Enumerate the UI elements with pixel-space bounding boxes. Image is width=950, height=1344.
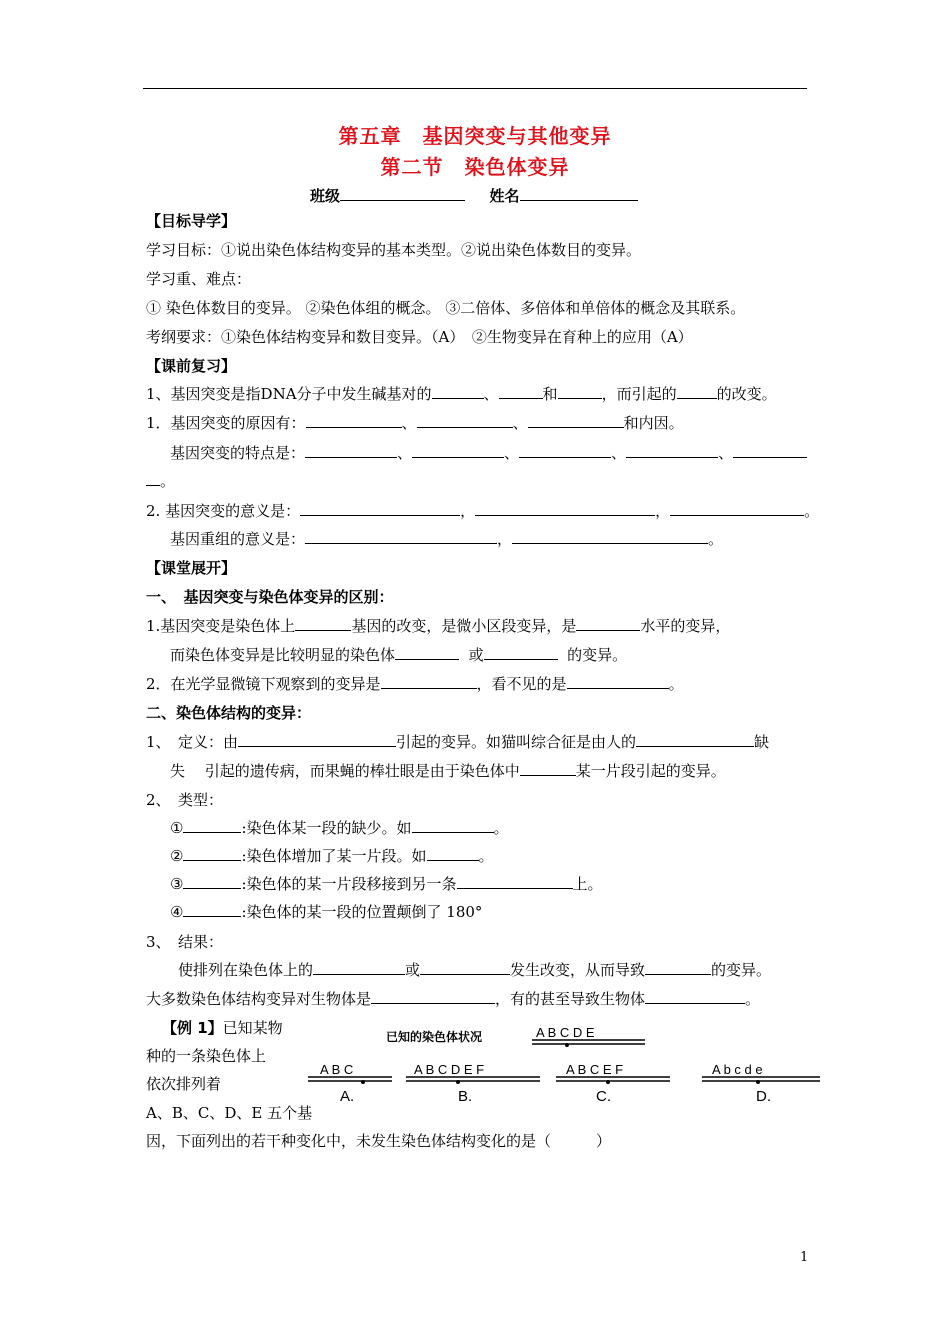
name-blank[interactable] [520,186,638,201]
blank[interactable] [512,529,708,544]
option-b-genes: A B C D E F [414,1062,485,1077]
blank[interactable] [183,902,241,917]
option-d-label: D. [756,1088,771,1105]
goal-objective: 学习目标：①说出染色体结构变异的基本类型。②说出染色体数目的变异。 [146,241,642,259]
blank[interactable] [733,443,807,458]
class-label: 班级 [310,187,341,205]
blank[interactable] [484,645,558,660]
blank[interactable] [412,443,504,458]
blank[interactable] [395,645,459,660]
lesson-sec1-title: 一、 基因突变与染色体变异的区别： [146,588,394,606]
blank[interactable] [520,761,576,776]
blank[interactable] [305,443,397,458]
result-line-1: 使排列在染色体上的 或 发生改变，从而导致 的变异。 [178,961,772,979]
example-line-2: 种的一条染色体上 [146,1047,267,1065]
goal-key-points: ① 染色体数目的变异。 ②染色体组的概念。 ③二倍体、多倍体和单倍体的概念及其联系。 [146,299,746,317]
option-a-label: A. [340,1088,355,1105]
blank[interactable] [519,443,611,458]
blank[interactable] [636,732,754,747]
goal-heading: 【目标导学】 [146,212,237,230]
page-number: 1 [800,1250,809,1265]
blank[interactable] [457,874,573,889]
blank[interactable] [645,960,711,975]
blank[interactable] [576,616,640,631]
blank[interactable] [475,501,655,516]
blank[interactable] [183,818,241,833]
class-blank[interactable] [340,186,465,201]
goal-key-label: 学习重、难点： [146,270,252,288]
chapter-title: 第五章 基因突变与其他变异 [338,124,612,148]
blank[interactable] [558,384,602,399]
lesson-sec2-title: 二、染色体结构的变异： [146,704,312,722]
blank[interactable] [567,674,669,689]
review-q2: 1．基因突变的原因有： 、 、 和内因。 [146,414,684,432]
section-title: 第二节 染色体变异 [380,155,570,179]
blank[interactable] [300,501,460,516]
chromosome-figure [300,1020,830,1115]
type-1: ① :染色体某一段的缺少。如 。 [170,819,509,837]
blank[interactable] [371,989,495,1004]
known-genes: A B C D E [536,1025,595,1040]
header-rule [143,88,807,89]
type-4: ④ :染色体的某一段的位置颠倒了 180° [170,903,483,921]
blank[interactable] [183,846,241,861]
lesson-definition-2: 失 引起的遗传病，而果蝇的棒壮眼是由于染色体中 某一片段引起的变异。 [170,762,726,780]
goal-requirement: 考纲要求：①染色体结构变异和数目变异。（A） ②生物变异在育种上的应用（A） [146,328,693,346]
blank[interactable] [412,818,494,833]
example-line-5: 因，下面列出的若干种变化中，未发生染色体结构变化的是（ ） [146,1132,612,1150]
blank[interactable] [146,471,160,486]
blank[interactable] [313,960,405,975]
name-label: 姓名 [489,187,520,205]
blank[interactable] [306,413,402,428]
blank[interactable] [420,960,510,975]
blank[interactable] [183,874,241,889]
option-c-genes: A B C E F [566,1062,624,1077]
blank[interactable] [238,732,396,747]
class-name-line [310,186,638,206]
example-line-3: 依次排列着 [146,1075,222,1093]
option-a-genes: A B C [320,1062,354,1077]
blank[interactable] [295,616,351,631]
option-b-label: B. [458,1088,473,1105]
review-q3-wrap: 。 [146,471,175,491]
example-label: 【例 1】 [162,1019,223,1037]
blank[interactable] [432,384,484,399]
option-c-label: C. [596,1088,611,1105]
example-line-4: A、B、C、D、E 五个基 [146,1104,313,1122]
blank[interactable] [305,529,497,544]
figure-title: 已知的染色体状况 [386,1030,483,1044]
example-line-1: 【例 1】已知某物 [162,1019,283,1037]
type-3: ③ :染色体的某一片段移接到另一条 上。 [170,875,603,893]
blank[interactable] [645,989,745,1004]
blank[interactable] [677,384,717,399]
lesson-type-label: 2、 类型： [146,791,224,809]
lesson-result-label: 3、 结果： [146,933,224,951]
lesson-s1-line1: 1.基因突变是染色体上 基因的改变，是微小区段变异，是 水平的变异， [146,617,731,635]
result-line-2: 大多数染色体结构变异对生物体是 ，有的甚至导致生物体 。 [146,990,761,1008]
lesson-s1-line3: 2．在光学显微镜下观察到的变异是 ，看不见的是 。 [146,675,684,693]
lesson-s1-line2: 而染色体变异是比较明显的染色体 或 的变异。 [170,646,628,664]
review-heading: 【课前复习】 [146,357,237,375]
blank[interactable] [670,501,804,516]
review-q4: 2. 基因突变的意义是： ， ， 。 [146,502,820,520]
blank[interactable] [417,413,513,428]
review-q1: 1、基因突变是指DNA分子中发生碱基对的 、 和 ，而引起的 的改变。 [146,385,777,403]
type-2: ② :染色体增加了某一片段。如 。 [170,847,494,865]
blank[interactable] [381,674,477,689]
lesson-definition: 1、 定义：由 引起的变异。如猫叫综合征是由人的 缺 [146,733,770,751]
blank[interactable] [626,443,718,458]
review-q5: 基因重组的意义是： ， 。 [170,530,724,548]
lesson-heading: 【课堂展开】 [146,559,237,577]
blank[interactable] [427,846,479,861]
review-q3: 基因突变的特点是： 、 、 、 、 [170,443,807,463]
option-d-genes: A b c d e [712,1062,763,1077]
blank[interactable] [528,413,624,428]
blank[interactable] [499,384,543,399]
